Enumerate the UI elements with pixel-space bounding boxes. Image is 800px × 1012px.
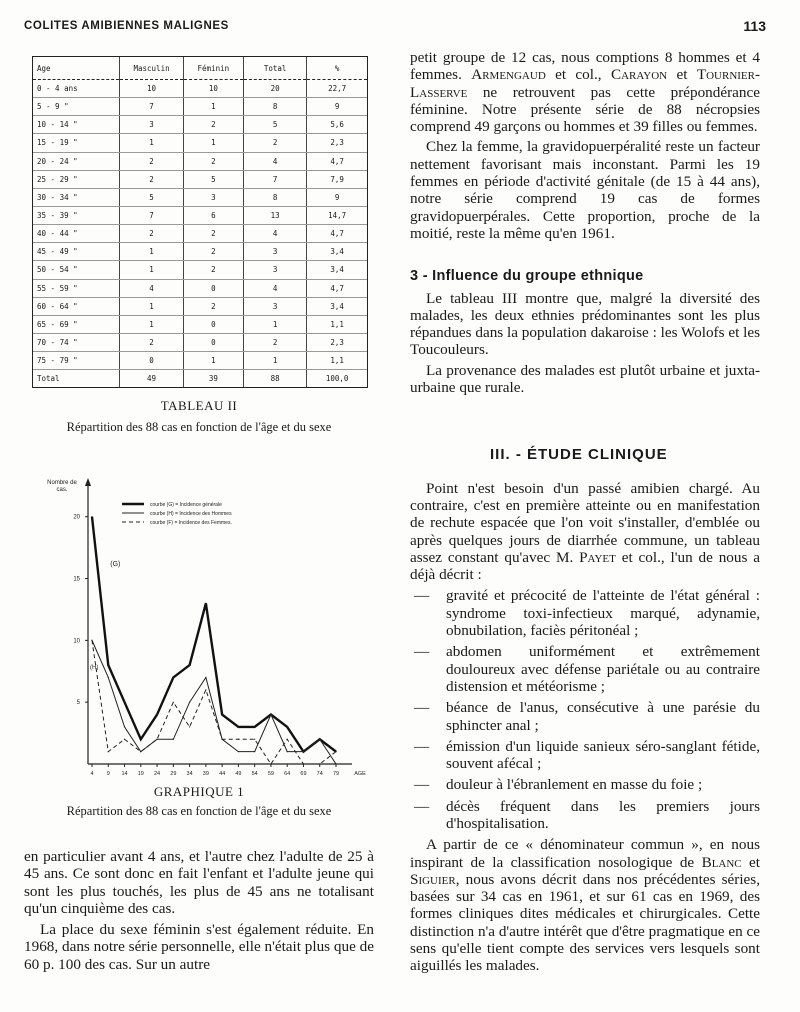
column-header: Masculin <box>120 57 183 80</box>
table-cell: 25 - 29 " <box>33 170 120 188</box>
data-point <box>270 763 271 764</box>
author-name: Carayon <box>610 66 668 84</box>
table-cell: 2 <box>183 225 243 243</box>
table-cell: 2,3 <box>307 333 367 351</box>
table-cell: 2 <box>183 243 243 261</box>
data-point <box>189 664 190 665</box>
y-tick-label: 15 <box>73 576 80 583</box>
table-cell: 4 <box>120 279 183 297</box>
table-cell: 3 <box>243 243 306 261</box>
table-cell: 9 <box>307 98 367 116</box>
table-cell: 0 <box>183 333 243 351</box>
table-cell: 2,3 <box>307 134 367 152</box>
table-cell: 2 <box>243 333 306 351</box>
data-point <box>173 702 174 703</box>
x-tick-label: 14 <box>121 771 128 777</box>
legend-label: courbe (F) = Incidence des Femmes. <box>150 520 232 526</box>
data-point <box>156 714 157 715</box>
data-point <box>335 763 336 764</box>
table-cell: 2 <box>183 116 243 134</box>
list-item: — gravité et précocité de l'atteinte de l'état général : syndrome toxi-infectieux marqué, adynamie, obnubilation, faciès péritonéal ; <box>410 587 760 639</box>
page-number: 113 <box>743 18 766 34</box>
table-cell: 10 <box>183 80 243 98</box>
table-cell: 3 <box>243 297 306 315</box>
left-column-text <box>24 848 374 973</box>
table-cell: 5 <box>243 116 306 134</box>
series-annotation: (H) <box>90 664 99 671</box>
table-cell: 30 - 34 " <box>33 188 120 206</box>
table-row <box>33 80 367 98</box>
table-caption-text: Répartition des 88 cas en fonction de l'âge et du sexe <box>66 420 332 434</box>
table-row <box>33 279 367 297</box>
table-cell: 5 - 9 " <box>33 98 120 116</box>
table-cell: 7 <box>120 98 183 116</box>
author-name: Blanc <box>701 853 742 871</box>
y-tick-label: 10 <box>73 638 80 645</box>
table-cell: 1 <box>120 315 183 333</box>
table-row <box>33 225 367 243</box>
data-point <box>303 763 304 764</box>
author-name: M. Payet <box>555 548 616 566</box>
data-point <box>205 677 206 678</box>
table-cell: 7 <box>120 206 183 224</box>
table-cell: 8 <box>243 98 306 116</box>
y-axis-arrow <box>85 478 91 486</box>
table-cell: 2 <box>120 152 183 170</box>
table-row <box>33 188 367 206</box>
table-cell: 65 - 69 " <box>33 315 120 333</box>
table-cell: 2 <box>183 261 243 279</box>
table-row <box>33 98 367 116</box>
data-point <box>108 677 109 678</box>
data-point <box>238 751 239 752</box>
table-cell: 1,1 <box>307 315 367 333</box>
table-cell: 3,4 <box>307 297 367 315</box>
column-header: Age <box>33 57 120 80</box>
column-header: % <box>307 57 367 80</box>
table-cell: 50 - 54 " <box>33 261 120 279</box>
table-cell: 1 <box>183 352 243 370</box>
table-cell: 10 <box>120 80 183 98</box>
paragraph: en particulier avant 4 ans, et l'autre chez l'adulte de 25 à 45 ans. Ce sont donc en fait l'enfant et l'adulte jeune qui sont les plus touchés, les plus de 45 ans ne totalisant qu'un cinquième des cas. <box>24 848 374 917</box>
table-cell: 14,7 <box>307 206 367 224</box>
table-row <box>33 315 367 333</box>
symptom-list <box>410 587 760 832</box>
table-row <box>33 297 367 315</box>
table-cell: 4 <box>243 152 306 170</box>
table-row <box>33 206 367 224</box>
table-cell: 70 - 74 " <box>33 333 120 351</box>
author-name: Tournier-Lasserve <box>410 66 761 101</box>
table-cell: 1,1 <box>307 352 367 370</box>
x-tick-label: 79 <box>332 771 340 777</box>
section-heading: 3 - Influence du groupe ethnique <box>410 268 644 285</box>
table-cell: 0 <box>183 279 243 297</box>
data-point <box>222 714 223 715</box>
table-row <box>33 116 367 134</box>
table-cell: 4,7 <box>307 225 367 243</box>
paragraph: Le tableau III montre que, malgré la diversité des malades, les deux ethnies prédominantes sont les plus répandues dans la population dakaroise : les Wolofs et les Toucouleurs. <box>410 289 760 359</box>
table-cell: 35 - 39 " <box>33 206 120 224</box>
data-point <box>173 677 174 678</box>
table-cell: 20 - 24 " <box>33 152 120 170</box>
table-cell: 100,0 <box>307 370 367 387</box>
table-row <box>33 170 367 188</box>
table-cell: 22,7 <box>307 80 367 98</box>
data-point <box>335 751 336 752</box>
author-name: Siguier <box>410 870 456 888</box>
data-point <box>319 739 320 740</box>
running-title: COLITES AMIBIENNES MALIGNES <box>24 20 229 32</box>
data-point <box>189 702 190 703</box>
x-tick-label: 29 <box>170 771 177 777</box>
data-point <box>156 739 157 740</box>
table-cell: 1 <box>120 297 183 315</box>
table-cell: 1 <box>183 134 243 152</box>
table-cell: 4,7 <box>307 152 367 170</box>
table-cell: 0 <box>120 352 183 370</box>
paragraph: Chez la femme, la gravidopuerpéralité reste un facteur nettement favorisant mais inconstant. Parmi les 19 femmes en période d'activité génitale (de 15 à 44 ans), notre série comprend 19 cas de formes gravidopuerpérales. Cette proportion, proche de la moitié, reste la même qu'en 1961. <box>410 138 760 242</box>
table-cell: 5 <box>120 188 183 206</box>
table-cell: 3,4 <box>307 261 367 279</box>
chart-caption-title: GRAPHIQUE 1 <box>153 784 245 799</box>
x-tick-label: 9 <box>106 771 110 777</box>
y-axis-label: cas. <box>56 487 68 493</box>
table-cell: 5 <box>183 170 243 188</box>
table-cell: 1 <box>243 315 306 333</box>
table-cell: 55 - 59 " <box>33 279 120 297</box>
x-tick-label: 74 <box>316 771 323 777</box>
y-tick-label: 5 <box>76 700 80 707</box>
table-cell: 1 <box>183 98 243 116</box>
paragraph: Point n'est besoin d'un passé amibien chargé. Au contraire, c'est en première atteinte ou en manifestation de rechute espacée que l'on voit s'installer, d'emblée ou après quelques jours de diarrhée commune, un tableau assez constant qu'avec M. Payet et col., l'un de nous a déjà décrit : <box>410 479 760 584</box>
list-item: — douleur à l'ébranlement en masse du foie ; <box>410 776 760 793</box>
data-point <box>222 739 223 740</box>
table-cell: 88 <box>243 370 306 387</box>
table-cell: 8 <box>243 188 306 206</box>
x-axis-title: AGE <box>354 771 366 777</box>
list-item: — décès fréquent dans les premiers jours d'hospitalisation. <box>410 798 760 833</box>
paragraph: La provenance des malades est plutôt urbaine et juxta-urbaine que rurale. <box>410 361 760 397</box>
data-point <box>303 751 304 752</box>
data-point <box>173 739 174 740</box>
y-tick-label: 20 <box>73 514 80 521</box>
age-sex-line-chart <box>47 474 366 779</box>
table-cell: 9 <box>307 188 367 206</box>
author-name: Armengaud <box>471 66 546 84</box>
table-cell: 20 <box>243 80 306 98</box>
table-row <box>33 261 367 279</box>
data-point <box>140 751 141 752</box>
table-cell: 0 <box>183 315 243 333</box>
table-cell: 2 <box>243 134 306 152</box>
data-point <box>108 664 109 665</box>
x-tick-label: 59 <box>267 771 274 777</box>
table-cell: 3,4 <box>307 243 367 261</box>
table-row <box>33 134 367 152</box>
table-cell: 10 - 14 " <box>33 116 120 134</box>
x-tick-label: 39 <box>202 771 209 777</box>
data-point <box>287 751 288 752</box>
x-tick-label: 24 <box>154 771 161 777</box>
table-cell: 15 - 19 " <box>33 134 120 152</box>
data-point <box>205 603 206 604</box>
table-cell: 49 <box>120 370 183 387</box>
section-heading: III. - ÉTUDE CLINIQUE <box>490 446 668 464</box>
data-point <box>238 726 239 727</box>
table-cell: 4,7 <box>307 279 367 297</box>
table-cell: 3 <box>183 188 243 206</box>
table-cell: Total <box>33 370 120 387</box>
paragraph: A partir de ce « dénominateur commun », en nous inspirant de la classification nosologique de Blanc et Siguier, nous avons décrit dans nos précédentes séries, basées sur 34 cas en 1961, et sur 61 cas en 1969, des formes cliniques dites médicales et chirurgicales. Cette distinction n'a d'autre intérêt que d'être pragmatique en ce sens qu'elle tient compte des services vers lesquels sont aiguillés les malades. <box>410 836 761 975</box>
age-sex-table <box>32 56 368 388</box>
table-header-row <box>33 57 367 80</box>
list-item: — émission d'un liquide sanieux séro-sanglant fétide, souvent afécal ; <box>410 738 760 773</box>
table-cell: 1 <box>120 134 183 152</box>
table-cell: 4 <box>243 279 306 297</box>
table-cell: 2 <box>183 152 243 170</box>
data-point <box>238 739 239 740</box>
table-cell: 45 - 49 " <box>33 243 120 261</box>
data-point <box>254 726 255 727</box>
x-tick-label: 19 <box>137 771 144 777</box>
table-cell: 5,6 <box>307 116 367 134</box>
table-cell: 3 <box>120 116 183 134</box>
table-cell: 2 <box>183 297 243 315</box>
data-point <box>140 739 141 740</box>
table-row <box>33 243 367 261</box>
data-point <box>124 739 125 740</box>
legend-label: courbe (H) = Incidence des Hommes <box>150 511 232 517</box>
data-point <box>319 763 320 764</box>
table-cell: 13 <box>243 206 306 224</box>
table-total-row <box>33 370 367 387</box>
series-line-thick <box>92 517 336 752</box>
data-point <box>254 751 255 752</box>
x-tick-label: 34 <box>186 771 193 777</box>
column-header: Total <box>243 57 306 80</box>
table-cell: 40 - 44 " <box>33 225 120 243</box>
table-cell: 6 <box>183 206 243 224</box>
paragraph: La place du sexe féminin s'est également réduite. En 1968, dans notre série personnelle, elle n'était plus que de 60 p. 100 des cas. Sur un autre <box>24 921 374 973</box>
x-tick-label: 44 <box>219 771 226 777</box>
data-point <box>254 739 255 740</box>
page-header <box>24 20 776 40</box>
table-row <box>33 333 367 351</box>
table-caption-title: TABLEAU II <box>160 398 238 413</box>
table-cell: 1 <box>243 352 306 370</box>
table-cell: 4 <box>243 225 306 243</box>
data-point <box>124 726 125 727</box>
paragraph: petit groupe de 12 cas, nous comptions 8 hommes et 4 femmes. Armengaud et col., Carayon et Tournier-Lasserve ne retrouvent pas cette prépondérance féminine. Notre présente série de 88 nécropsies comprend 49 garçons ou hommes et 39 filles ou femmes. <box>410 49 761 136</box>
y-axis-label: Nombre de <box>47 480 77 486</box>
data-point <box>91 640 92 641</box>
data-point <box>270 714 271 715</box>
right-column-text <box>410 49 760 975</box>
table-cell: 60 - 64 " <box>33 297 120 315</box>
legend-label: courbe (G) = Incidence générale <box>150 502 222 508</box>
column-header: Féminin <box>183 57 243 80</box>
table-cell: 1 <box>120 243 183 261</box>
x-tick-label: 4 <box>90 771 94 777</box>
data-point <box>287 739 288 740</box>
x-tick-label: 69 <box>300 771 307 777</box>
x-tick-label: 64 <box>284 771 291 777</box>
table-cell: 39 <box>183 370 243 387</box>
table-cell: 3 <box>243 261 306 279</box>
table-cell: 2 <box>120 170 183 188</box>
table-cell: 0 - 4 ans <box>33 80 120 98</box>
list-item: — abdomen uniformément et extrêmement douloureux avec défense pariétale ou au contraire distension et météorisme ; <box>410 643 760 695</box>
data-point <box>124 702 125 703</box>
chart-caption-text: Répartition des 88 cas en fonction de l'âge et du sexe <box>66 804 332 818</box>
series-annotation: (G) <box>110 561 121 569</box>
table-cell: 7 <box>243 170 306 188</box>
table-cell: 1 <box>120 261 183 279</box>
table-cell: 7,9 <box>307 170 367 188</box>
list-item: — béance de l'anus, consécutive à une parésie du sphincter anal ; <box>410 699 760 734</box>
table-cell: 2 <box>120 225 183 243</box>
x-tick-label: 54 <box>251 771 258 777</box>
table-cell: 2 <box>120 333 183 351</box>
x-tick-label: 49 <box>235 771 242 777</box>
data-point <box>205 689 206 690</box>
table-cell: 75 - 79 " <box>33 352 120 370</box>
table-row <box>33 152 367 170</box>
data-point <box>108 751 109 752</box>
table-row <box>33 352 367 370</box>
data-point <box>287 726 288 727</box>
data-point <box>91 516 92 517</box>
data-point <box>189 726 190 727</box>
